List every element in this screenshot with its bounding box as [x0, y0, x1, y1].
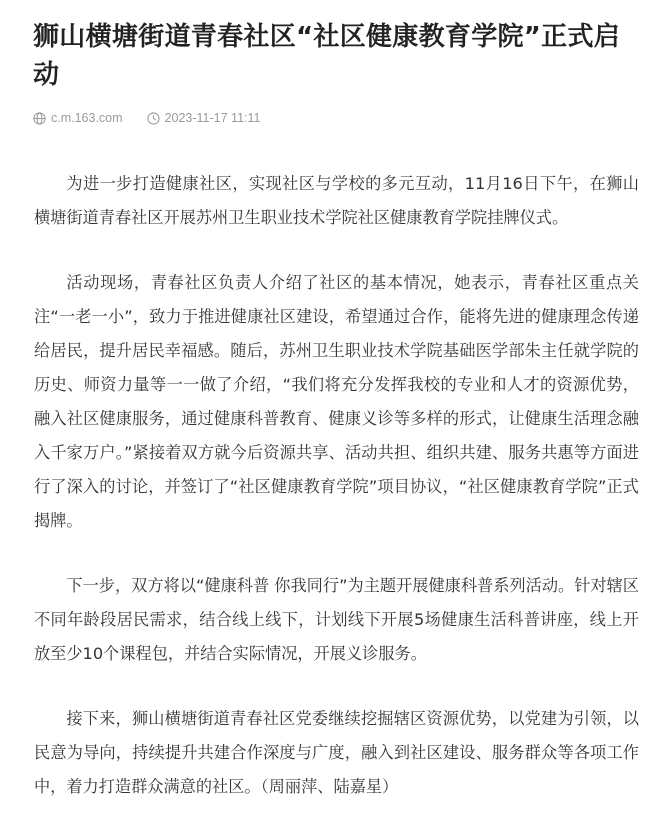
article-meta: [33, 108, 260, 128]
source-info[interactable]: [33, 111, 123, 125]
globe-icon: [33, 112, 46, 125]
time-info: [147, 111, 261, 125]
clock-icon: [147, 112, 160, 125]
paragraph-2: 活动现场，青春社区负责人介绍了社区的基本情况，她表示，青春社区重点关注“一老一小”，致力于推进健康社区建设，希望通过合作，能将先进的健康理念传递给居民，提升居民幸福感。随后，苏州卫生职业技术学院基础医学部朱主任就学院的历史、师资力量等一一做了介绍，“我们将充分发挥我校的专业和人才的资源优势，融入社区健康服务，通过健康科普教育、健康义诊等多样的形式，让健康生活理念融入千家万户。”紧接着双方就今后资源共享、活动共担、组织共建、服务共惠等方面进行了深入的讨论，并签订了“社区健康教育学院”项目协议，“社区健康教育学院”正式揭牌。: [34, 273, 639, 530]
publish-time: 2023-11-17 11:11: [164, 111, 261, 125]
paragraph-4: 接下来，狮山横塘街道青春社区党委继续挖掘辖区资源优势，以党建为引领，以民意为导向，持续提升共建合作深度与广度，融入到社区建设、服务群众等各项工作中，着力打造群众满意的社区。（周丽萍、陆嘉星）: [34, 709, 639, 796]
paragraph-1: 为进一步打造健康社区，实现社区与学校的多元互动，11月16日下午，在狮山横塘街道青春社区开展苏州卫生职业技术学院社区健康教育学院挂牌仪式。: [34, 174, 639, 227]
article-title: 狮山横塘街道青春社区“社区健康教育学院”正式启动: [33, 22, 621, 90]
paragraph-3: 下一步，双方将以“健康科普 你我同行”为主题开展健康科普系列活动。针对辖区不同年龄段居民需求，结合线上线下，计划线下开展5场健康生活科普讲座，线上开放至少10个课程包，并结合实际情况，开展义诊服务。: [34, 576, 639, 663]
article-body: [34, 167, 639, 835]
source-text[interactable]: c.m.163.com: [51, 111, 123, 125]
